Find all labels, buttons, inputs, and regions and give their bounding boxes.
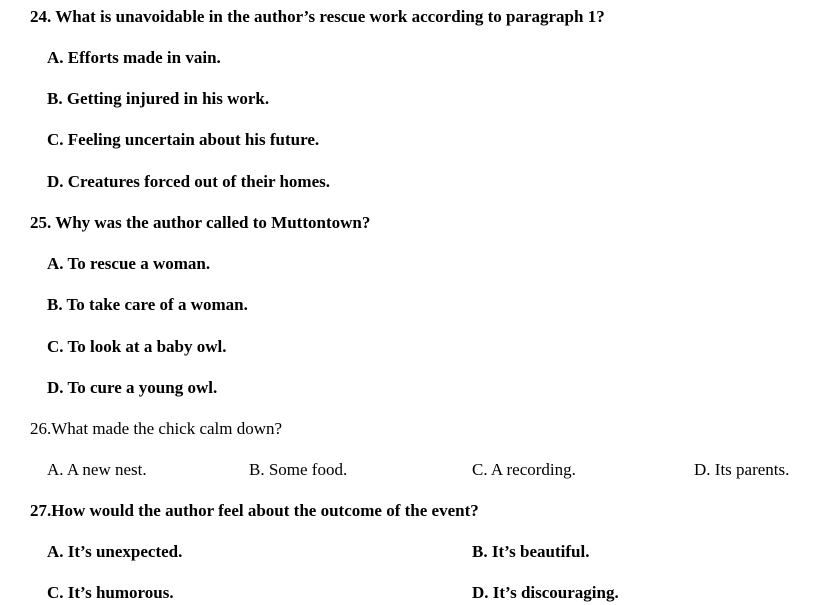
question-27-options-row-1	[0, 540, 836, 564]
question-27-option-a: A. It’s unexpected.	[47, 542, 183, 561]
question-25-stem: 25. Why was the author called to Muttontown?	[30, 213, 371, 232]
question-27-stem: 27.How would the author feel about the outcome of the event?	[30, 501, 479, 520]
question-25-option-a: A. To rescue a woman.	[47, 254, 211, 273]
question-25-option-c: C. To look at a baby owl.	[47, 337, 227, 356]
question-26-option-c: C. A recording.	[472, 460, 576, 479]
question-25-option-b: B. To take care of a woman.	[47, 295, 248, 314]
question-27-option-b: B. It’s beautiful.	[472, 542, 590, 561]
question-27-option-c: C. It’s humorous.	[47, 583, 174, 602]
question-26-stem: 26.What made the chick calm down?	[30, 419, 283, 438]
question-25-option-d: D. To cure a young owl.	[47, 378, 218, 397]
question-27-options-row-2	[0, 581, 836, 605]
question-24-option-a: A. Efforts made in vain.	[47, 48, 221, 67]
question-24-option-c: C. Feeling uncertain about his future.	[47, 130, 320, 149]
question-27-option-d: D. It’s discouraging.	[472, 583, 619, 602]
question-24-stem: 24. What is unavoidable in the author’s rescue work according to paragraph 1?	[30, 7, 605, 26]
question-24-option-b: B. Getting injured in his work.	[47, 89, 270, 108]
question-26-options-row	[0, 458, 836, 482]
question-24-option-d: D. Creatures forced out of their homes.	[47, 172, 330, 191]
question-26-option-d: D. Its parents.	[694, 460, 790, 479]
question-26-option-b: B. Some food.	[249, 460, 348, 479]
question-26-option-a: A. A new nest.	[47, 460, 147, 479]
